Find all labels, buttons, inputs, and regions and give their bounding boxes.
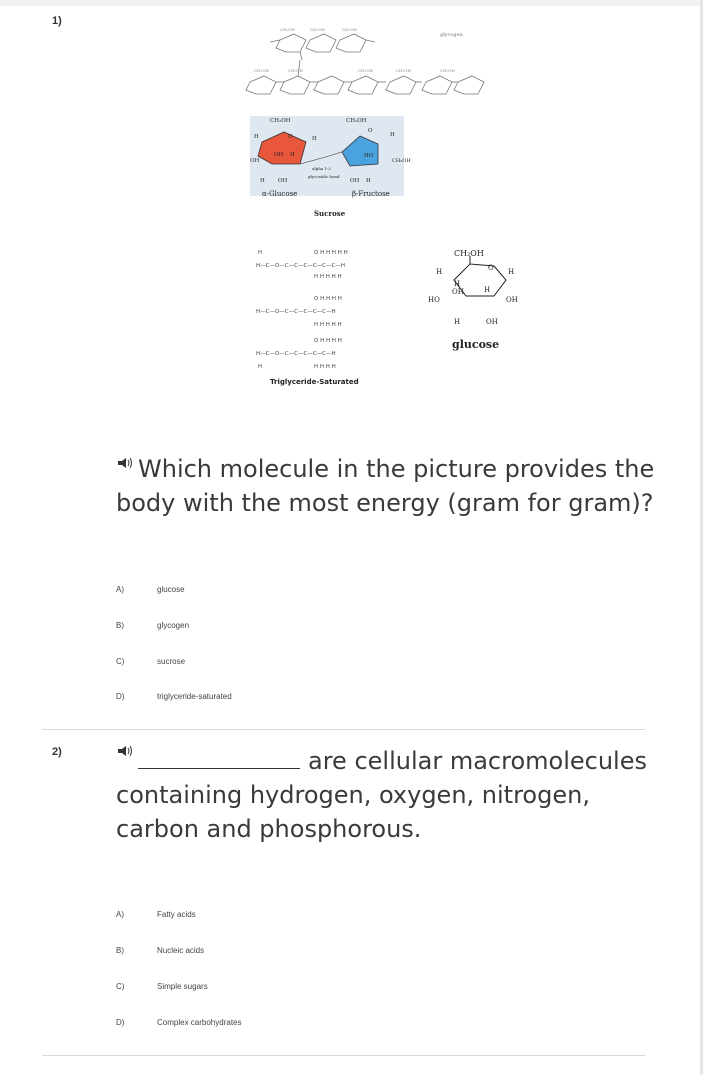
svg-text:H: H xyxy=(258,364,263,370)
svg-text:CH₂OH: CH₂OH xyxy=(342,27,357,32)
svg-text:glycosidic bond: glycosidic bond xyxy=(308,174,340,179)
sucrose-title: Sucrose xyxy=(314,209,346,218)
glycogen-structure-image xyxy=(240,22,490,104)
option-letter: B) xyxy=(116,946,124,955)
ch2oh-right: CH₂OH xyxy=(346,118,367,124)
svg-text:OH: OH xyxy=(506,296,518,304)
option-letter: D) xyxy=(116,692,125,701)
option-nucleic-acids[interactable]: Nucleic acids xyxy=(157,946,205,955)
svg-text:O: O xyxy=(288,134,293,140)
svg-text:H: H xyxy=(454,318,461,326)
svg-text:H: H xyxy=(436,268,443,276)
svg-text:CH₂OH: CH₂OH xyxy=(440,68,455,73)
svg-text:H: H xyxy=(312,136,317,142)
option-simple-sugars[interactable]: Simple sugars xyxy=(157,982,208,991)
ch2oh-left: CH₂OH xyxy=(270,118,291,124)
option-letter: C) xyxy=(116,657,125,666)
triglyceride-label: Triglyceride-Saturated xyxy=(270,378,359,386)
svg-text:CH₂OH: CH₂OH xyxy=(254,68,269,73)
svg-text:OH: OH xyxy=(278,178,288,184)
svg-text:O: O xyxy=(488,264,494,272)
option-sucrose[interactable]: sucrose xyxy=(157,657,186,666)
sucrose-structure-image xyxy=(242,110,418,224)
svg-text:O H H H H: O H H H H xyxy=(314,296,342,302)
svg-text:H: H xyxy=(254,134,259,140)
svg-text:H: H xyxy=(454,280,461,288)
svg-text:H—C—O—C—C—C—C—C—H: H—C—O—C—C—C—C—C—H xyxy=(256,351,336,357)
option-glycogen[interactable]: glycogen xyxy=(157,621,190,630)
svg-text:H H H H: H H H H xyxy=(314,364,336,370)
svg-text:H: H xyxy=(366,178,371,184)
svg-text:H—C—O—C—C—C—C—C—C—H: H—C—O—C—C—C—C—C—C—H xyxy=(256,263,345,269)
svg-text:H H H H H: H H H H H xyxy=(314,322,342,328)
option-glucose[interactable]: glucose xyxy=(157,585,185,594)
glucose-name-label: glucose xyxy=(452,338,500,351)
svg-text:H: H xyxy=(484,286,491,294)
svg-text:OH: OH xyxy=(274,152,284,158)
option-letter: C) xyxy=(116,982,125,991)
alpha-glucose-label: α-Glucose xyxy=(262,190,298,198)
question-text-block xyxy=(116,744,656,846)
svg-text:alpha 1-2: alpha 1-2 xyxy=(312,166,331,171)
svg-text:H: H xyxy=(258,250,263,256)
top-edge xyxy=(0,0,703,6)
svg-text:OH: OH xyxy=(350,178,360,184)
question-number: 2) xyxy=(52,746,62,758)
svg-text:H: H xyxy=(390,132,395,138)
answer-blank xyxy=(138,746,300,769)
svg-text:OH: OH xyxy=(486,318,498,326)
svg-text:CH₂OH: CH₂OH xyxy=(396,68,411,73)
option-triglyceride[interactable]: triglyceride-saturated xyxy=(157,692,232,701)
svg-text:HO: HO xyxy=(428,296,440,304)
svg-text:HO: HO xyxy=(364,153,374,159)
ch2oh-side: CH₂OH xyxy=(392,158,411,164)
question-divider xyxy=(42,729,645,730)
svg-text:H: H xyxy=(260,178,265,184)
triglyceride-structure-image xyxy=(254,240,394,390)
option-letter: D) xyxy=(116,1018,125,1027)
question-number: 1) xyxy=(52,15,62,27)
svg-text:O H H H H: O H H H H xyxy=(314,338,342,344)
beta-fructose-label: β-Fructose xyxy=(352,190,390,198)
svg-text:H: H xyxy=(508,268,515,276)
svg-text:CH₂OH: CH₂OH xyxy=(280,27,295,32)
option-letter: A) xyxy=(116,910,124,919)
option-fatty-acids[interactable]: Fatty acids xyxy=(157,910,196,919)
glycogen-label: glycogen xyxy=(440,32,463,38)
question-text: Which molecule in the picture provides the body with the most energy (gram for gram)? xyxy=(116,455,655,517)
question-text: are cellular macromolecules containing hydrogen, oxygen, nitrogen, carbon and phosphorous. xyxy=(116,747,647,843)
svg-text:CH₂OH: CH₂OH xyxy=(358,68,373,73)
svg-text:O H H H H H: O H H H H H xyxy=(314,250,348,256)
question-divider xyxy=(42,1055,645,1056)
svg-text:H—C—O—C—C—C—C—C—H: H—C—O—C—C—C—C—C—H xyxy=(256,309,336,315)
svg-text:H H H H H: H H H H H xyxy=(314,274,342,280)
svg-text:CH₂OH: CH₂OH xyxy=(310,27,325,32)
svg-text:OH: OH xyxy=(250,158,260,164)
svg-text:O: O xyxy=(368,128,373,134)
svg-text:CH₂OH: CH₂OH xyxy=(288,68,303,73)
glucose-structure-image xyxy=(424,244,532,356)
option-letter: A) xyxy=(116,585,124,594)
svg-text:H: H xyxy=(290,152,295,158)
svg-text:OH: OH xyxy=(452,288,464,296)
glucose-ch2oh-label: CH₂OH xyxy=(454,249,484,258)
option-letter: B) xyxy=(116,621,124,630)
option-complex-carbohydrates[interactable]: Complex carbohydrates xyxy=(157,1018,242,1027)
